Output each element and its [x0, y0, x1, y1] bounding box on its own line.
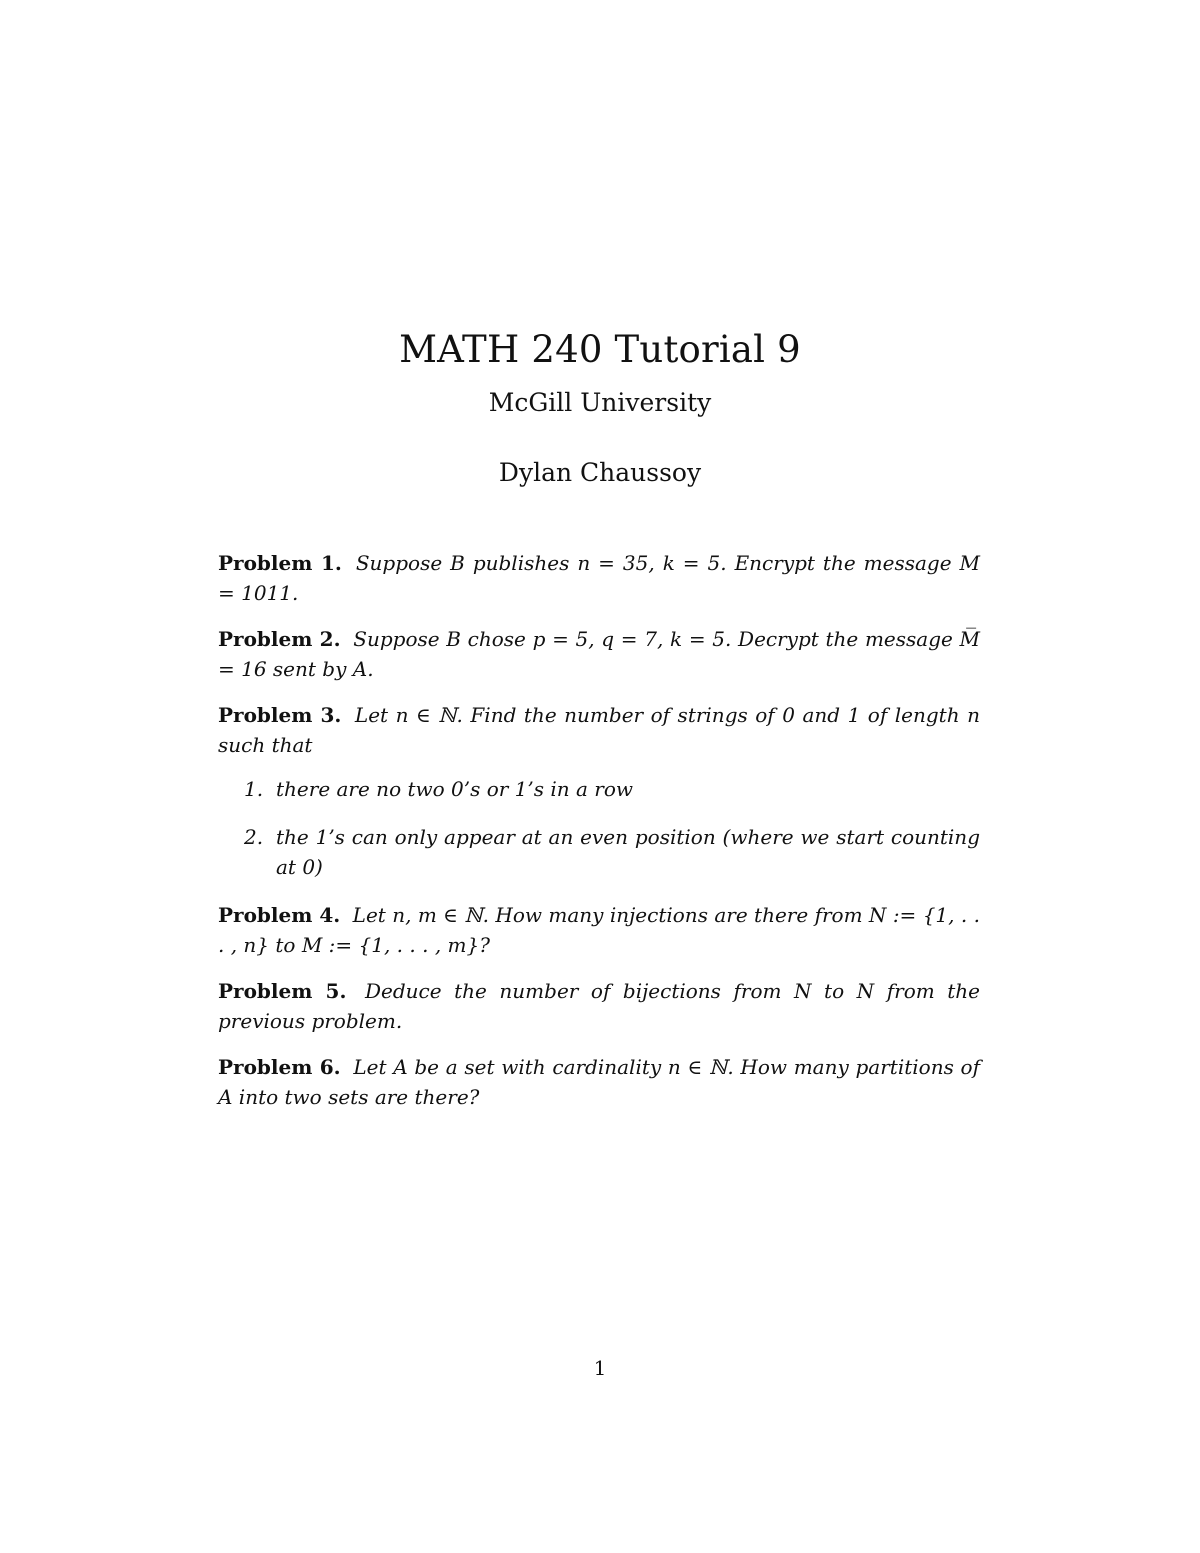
problem-5 — [218, 976, 980, 1036]
document-title: MATH 240 Tutorial 9 — [399, 328, 801, 371]
problem-text: Suppose B publishes n = 35, k = 5. Encrypt the message M = 1011. — [218, 551, 981, 605]
author-name: Dylan Chaussoy — [498, 458, 702, 487]
problem-text: Suppose B chose p = 5, q = 7, k = 5. Decrypt the message M̅ = 16 sent by A. — [218, 627, 981, 681]
list-item — [218, 822, 980, 882]
problem-text: Deduce the number of bijections from N to N from the previous problem. — [218, 979, 981, 1033]
affiliation: McGill University — [488, 388, 712, 417]
problem-text: Let n, m ∈ ℕ. How many injections are there from N := {1, . . . , n} to M := {1, . . . , m}? — [218, 903, 980, 957]
problem-label: Problem 6. — [218, 1055, 341, 1079]
problem-6 — [218, 1052, 980, 1112]
problem-label: Problem 3. — [218, 703, 342, 727]
problem-label: Problem 2. — [218, 627, 341, 651]
problem-3 — [218, 700, 980, 760]
problem-label: Problem 4. — [218, 903, 341, 927]
list-item-number: 1. — [244, 777, 264, 801]
problem-text: Let A be a set with cardinality n ∈ ℕ. How many partitions of A into two sets are there? — [218, 1055, 980, 1109]
problem-2 — [218, 624, 980, 684]
problem-list — [218, 548, 980, 1128]
problem-label: Problem 5. — [218, 979, 347, 1003]
list-item-number: 2. — [244, 825, 264, 849]
problem-label: Problem 1. — [218, 551, 342, 575]
page-number: 1 — [593, 1356, 607, 1380]
list-item-text: the 1’s can only appear at an even position (where we start counting at 0) — [276, 825, 980, 879]
problem-3-conditions — [218, 774, 980, 882]
list-item-text: there are no two 0’s or 1’s in a row — [276, 777, 634, 801]
list-item — [218, 774, 980, 804]
problem-text: Let n ∈ ℕ. Find the number of strings of 0 and 1 of length n such that — [218, 703, 980, 757]
problem-4 — [218, 900, 980, 960]
problem-1 — [218, 548, 980, 608]
